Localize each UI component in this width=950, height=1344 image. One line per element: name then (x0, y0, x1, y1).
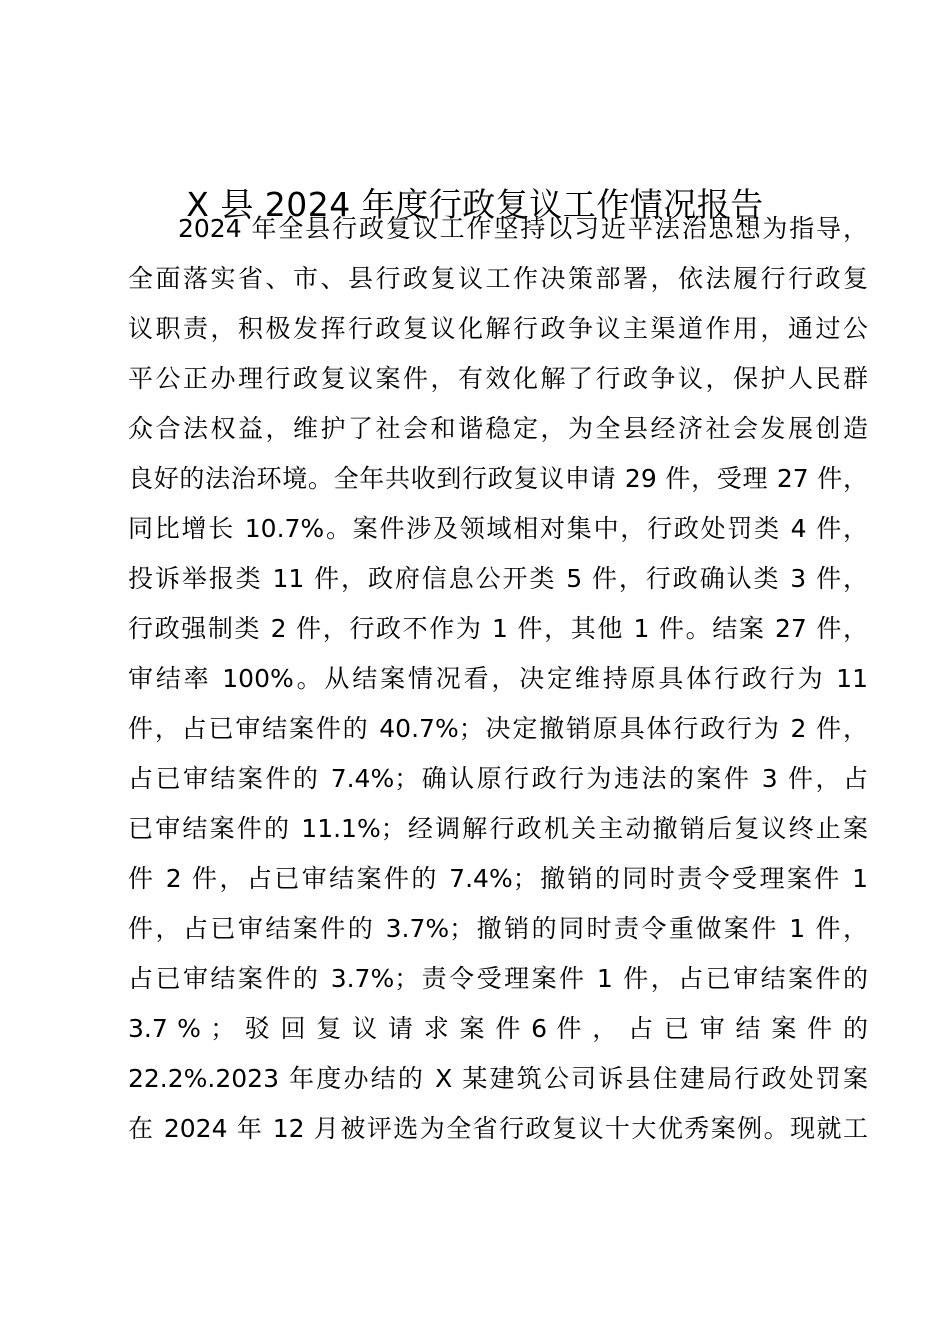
body-line: 件，占已审结案件的 3.7%；撤销的同时责令重做案件 1 件， (128, 914, 868, 943)
body-line: 2024 年全县行政复议工作坚持以习近平法治思想为指导， (178, 214, 868, 243)
body-line: 占已审结案件的 3.7%；责令受理案件 1 件，占已审结案件的 (128, 964, 868, 993)
body-line: 占已审结案件的 7.4%；确认原行政行为违法的案件 3 件，占 (128, 764, 868, 793)
body-line: 在 2024 年 12 月被评选为全省行政复议十大优秀案例。现就工 (128, 1114, 868, 1143)
body-line: 3.7 % ； 驳 回 复 议 请 求 案 件 6 件 ， 占 已 审 结 案 件 的 (128, 1014, 868, 1043)
body-line: 件 2 件，占已审结案件的 7.4%；撤销的同时责令受理案件 1 (128, 864, 868, 893)
body-line: 全面落实省、市、县行政复议工作决策部署，依法履行行政复 (128, 264, 868, 293)
body-line: 平公正办理行政复议案件，有效化解了行政争议，保护人民群 (128, 364, 868, 393)
body-line: 件，占已审结案件的 40.7%；决定撤销原具体行政行为 2 件， (128, 714, 868, 743)
document-body (128, 204, 868, 1154)
body-line: 议职责，积极发挥行政复议化解行政争议主渠道作用，通过公 (128, 314, 868, 343)
body-line: 众合法权益，维护了社会和谐稳定，为全县经济社会发展创造 (128, 414, 868, 443)
document-title: X 县 2024 年度行政复议工作情况报告 (186, 185, 764, 224)
body-line: 良好的法治环境。全年共收到行政复议申请 29 件，受理 27 件， (128, 464, 868, 493)
body-line: 已审结案件的 11.1%；经调解行政机关主动撤销后复议终止案 (128, 814, 868, 843)
body-line: 审结率 100%。从结案情况看，决定维持原具体行政行为 11 (128, 664, 868, 693)
body-line: 投诉举报类 11 件，政府信息公开类 5 件，行政确认类 3 件， (128, 564, 868, 593)
body-line: 同比增长 10.7%。案件涉及领域相对集中，行政处罚类 4 件， (128, 514, 868, 543)
body-line: 22.2%.2023 年度办结的 X 某建筑公司诉县住建局行政处罚案 (128, 1064, 868, 1093)
body-line: 行政强制类 2 件，行政不作为 1 件，其他 1 件。结案 27 件， (128, 614, 868, 643)
